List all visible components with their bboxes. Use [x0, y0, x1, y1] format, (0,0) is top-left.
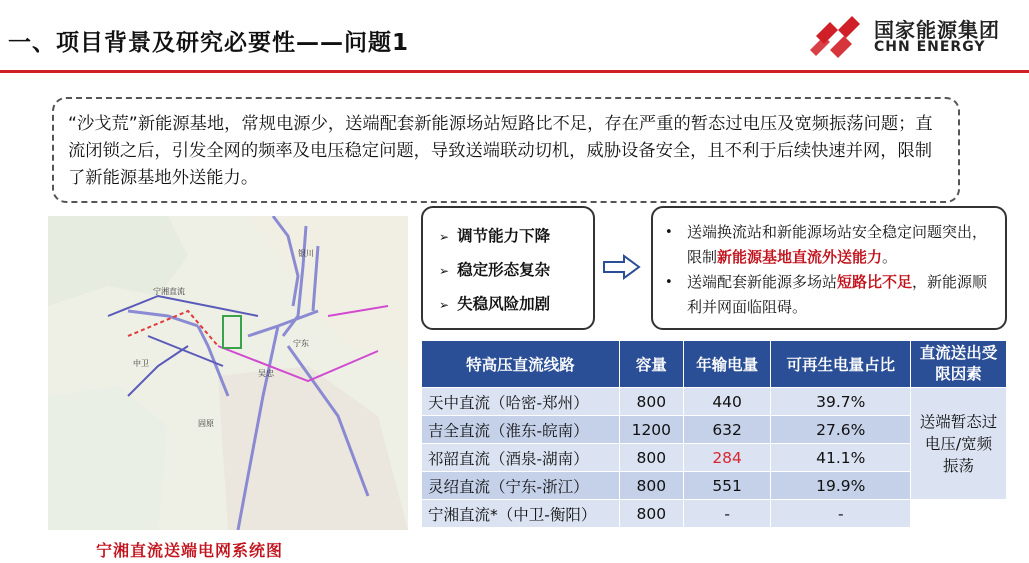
issue-text: 稳定形态复杂 [457, 261, 551, 279]
chn-energy-logo-icon [808, 10, 868, 60]
map-label: 中卫 [133, 359, 149, 368]
table-row [422, 388, 1007, 416]
page-title: 一、项目背景及研究必要性——问题1 [8, 30, 410, 56]
bullet-dot-icon: • [665, 225, 673, 240]
consequence-text: 送端配套新能源多场站 [687, 273, 838, 291]
route-cell: 天中直流（哈密-郑州） [422, 388, 620, 416]
map-label: 宁湘直流 [153, 287, 185, 296]
issue-item [439, 288, 593, 322]
column-header: 直流送出受限因素 [911, 341, 1007, 388]
ratio-cell: 39.7% [771, 388, 911, 416]
route-cell: 祁韶直流（酒泉-湖南） [422, 444, 620, 472]
capacity-cell: 800 [619, 444, 683, 472]
table-header-row [422, 341, 1007, 388]
capacity-cell: 1200 [619, 416, 683, 444]
route-cell: 吉全直流（淮东-皖南） [422, 416, 620, 444]
map-label: 吴忠 [258, 369, 274, 378]
consequences-box [651, 206, 1007, 330]
uhvdc-table [421, 340, 1007, 528]
arrow-bullet-icon: ➢ [439, 298, 450, 312]
logo-text-en: CHN ENERGY [874, 39, 986, 55]
ratio-cell: 41.1% [771, 444, 911, 472]
energy-cell: 284 [683, 444, 771, 472]
energy-cell: 632 [683, 416, 771, 444]
map-label: 固原 [198, 419, 214, 428]
consequence-highlight: 短路比不足 [837, 273, 913, 291]
empty-cell [911, 500, 1007, 528]
map-label: 宁东 [293, 339, 309, 348]
consequence-item [665, 220, 995, 270]
logo-text-cn: 国家能源集团 [874, 18, 1000, 42]
ratio-cell: - [771, 500, 911, 528]
column-header: 年输电量 [683, 341, 771, 388]
consequence-text: 。 [882, 248, 898, 266]
table-row [422, 500, 1007, 528]
energy-cell: 551 [683, 472, 771, 500]
route-cell: 灵绍直流（宁东-浙江） [422, 472, 620, 500]
issues-box [421, 206, 595, 330]
map-label: 银川 [298, 249, 314, 258]
bullet-dot-icon: • [665, 275, 673, 290]
grid-map [48, 216, 408, 530]
capacity-cell: 800 [619, 500, 683, 528]
consequence-item [665, 270, 995, 320]
column-header: 特高压直流线路 [422, 341, 620, 388]
column-header: 可再生电量占比 [771, 341, 911, 388]
capacity-cell: 800 [619, 472, 683, 500]
limit-factor-cell: 送端暂态过电压/宽频振荡 [911, 388, 1007, 500]
energy-cell: - [683, 500, 771, 528]
energy-cell: 440 [683, 388, 771, 416]
map-caption: 宁湘直流送端电网系统图 [96, 541, 284, 560]
company-logo [808, 10, 1018, 62]
grid-map-image [48, 216, 408, 530]
issue-item [439, 220, 593, 254]
arrow-bullet-icon: ➢ [439, 264, 450, 278]
intro-box [52, 97, 960, 203]
title-rule [0, 70, 1029, 73]
ratio-cell: 27.6% [771, 416, 911, 444]
capacity-cell: 800 [619, 388, 683, 416]
consequence-text: ，新能源顺利并网面临阻碍。 [687, 273, 988, 316]
issue-text: 调节能力下降 [457, 227, 551, 245]
intro-text: “沙戈荒”新能源基地，常规电源少，送端配套新能源场站短路比不足，存在严重的暂态过电压及宽频振荡问题；直流闭锁之后，引发全网的频率及电压稳定问题，导致送端联动切机，威胁设备安全，且不利于后续快速并网，限制了新能源基地外送能力。 [68, 114, 933, 188]
consequence-highlight: 新能源基地直流外送能力 [717, 248, 883, 266]
column-header: 容量 [619, 341, 683, 388]
right-arrow-icon [602, 254, 642, 280]
arrow-bullet-icon: ➢ [439, 230, 450, 244]
issue-text: 失稳风险加剧 [457, 295, 551, 313]
issue-item [439, 254, 593, 288]
consequence-text: 送端换流站和新能源场站安全稳定问题突出，限制 [687, 223, 988, 266]
ratio-cell: 19.9% [771, 472, 911, 500]
route-cell: 宁湘直流*（中卫-衡阳） [422, 500, 620, 528]
